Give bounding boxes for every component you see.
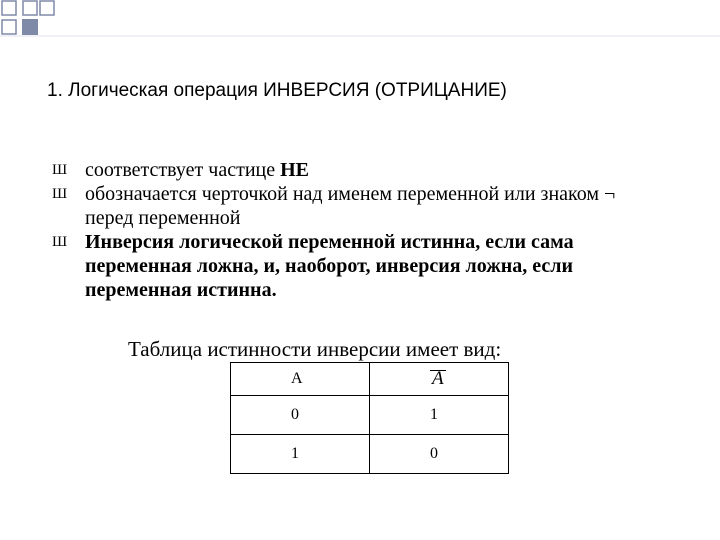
- list-item: [52, 182, 652, 230]
- deco-square-filled: [22, 19, 38, 35]
- bullet-bold-text: НЕ: [280, 159, 310, 181]
- header-cell-a: A: [231, 363, 370, 396]
- table-cell: 0: [231, 396, 370, 435]
- overlined-a: A: [432, 367, 444, 389]
- deco-square: [40, 1, 54, 15]
- list-item: [52, 230, 652, 302]
- deco-square: [23, 1, 37, 15]
- decorative-squares: [0, 0, 720, 40]
- bullet-text: соответствует частице: [85, 159, 281, 181]
- truth-table: [230, 362, 509, 474]
- bullet-text: Инверсия логической переменной истинна, если сама переменная ложна, и, наоборот, инверсия ложна, если переменная истинна.: [85, 231, 574, 301]
- table-caption: Таблица истинности инверсии имеет вид:: [128, 337, 502, 361]
- list-item: [52, 158, 652, 182]
- table-header-row: [231, 363, 509, 396]
- table-cell: 0: [370, 435, 509, 474]
- header-cell-not-a: [370, 363, 509, 396]
- table-row: [231, 396, 509, 435]
- table-row: [231, 435, 509, 474]
- table-cell: 1: [370, 396, 509, 435]
- bullet-text: обозначается черточкой над именем переменной или знаком ¬ перед переменной: [85, 183, 616, 229]
- bullet-list: [52, 158, 652, 302]
- table-cell: 1: [231, 435, 370, 474]
- bullet-marker: Ш: [52, 234, 68, 250]
- deco-square: [2, 1, 16, 15]
- bullet-marker: Ш: [52, 186, 68, 202]
- deco-square: [2, 20, 16, 34]
- slide-title: 1. Логическая операция ИНВЕРСИЯ (ОТРИЦАНИЕ): [47, 80, 507, 101]
- bullet-marker: Ш: [52, 162, 68, 178]
